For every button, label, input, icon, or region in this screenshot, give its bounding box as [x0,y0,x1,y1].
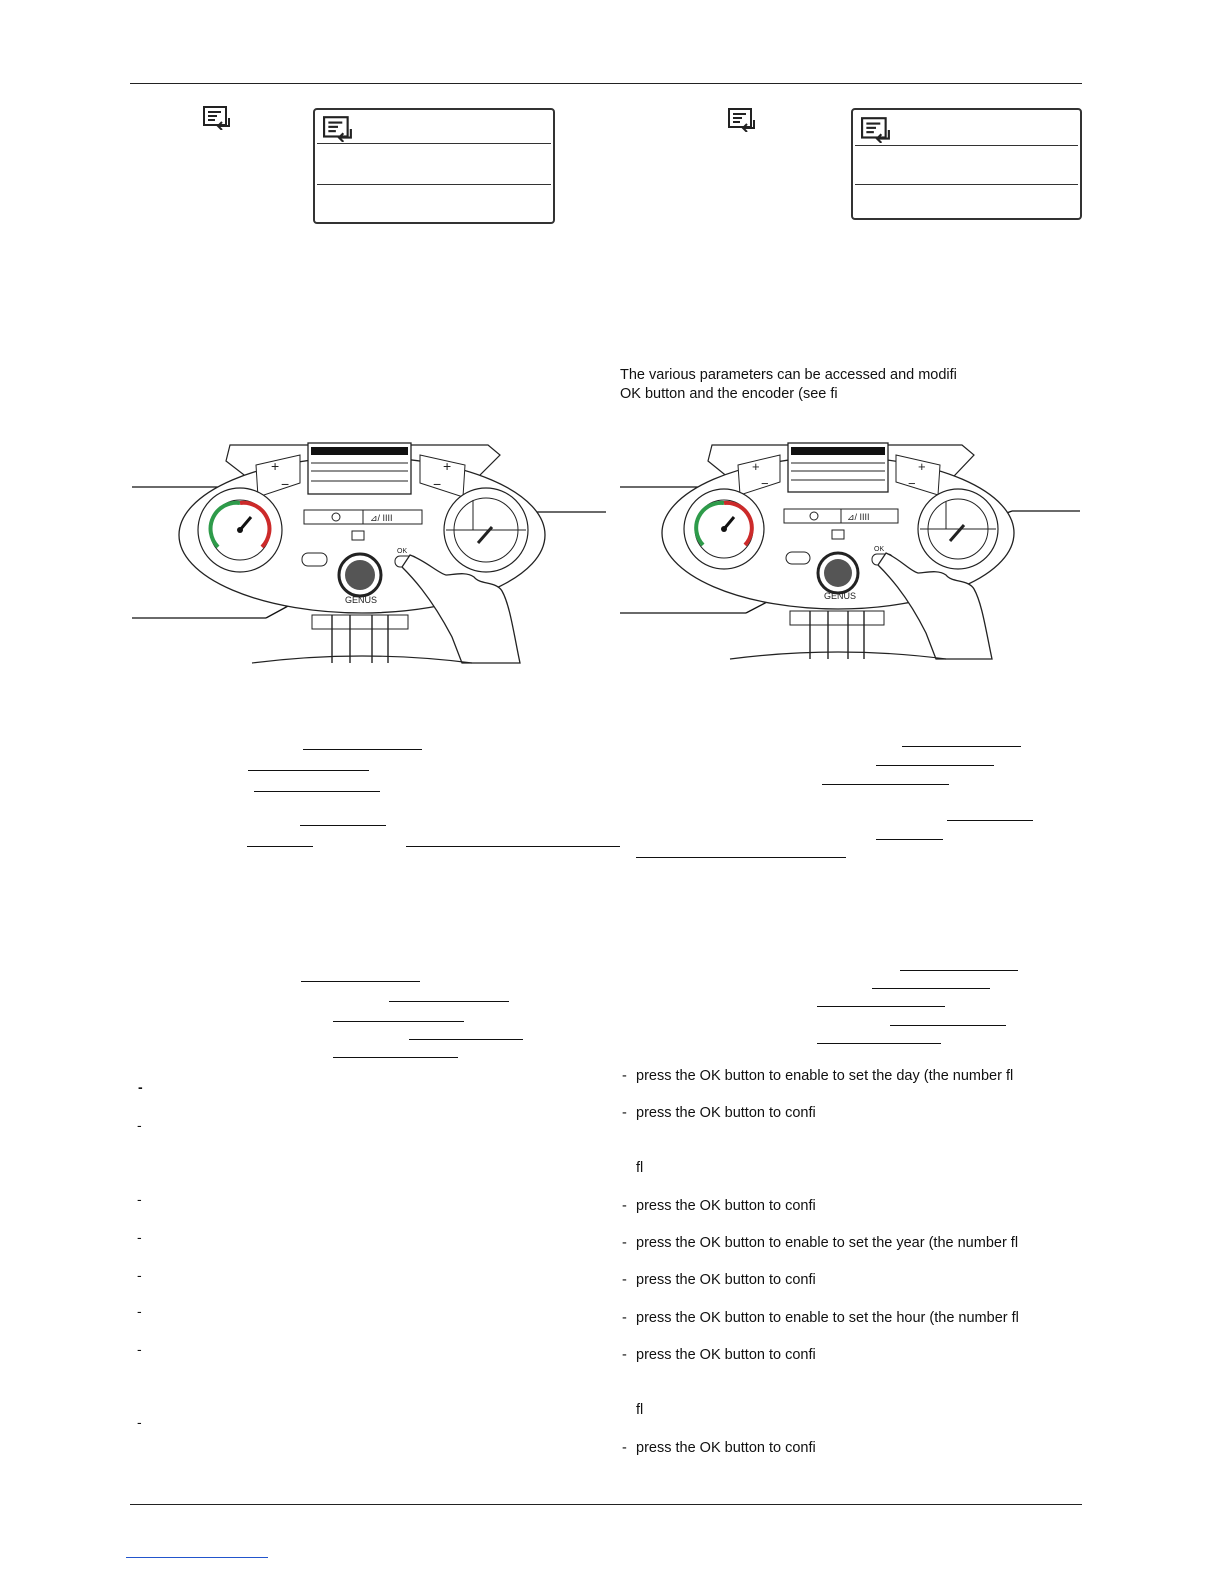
control-panel-figure-left [130,435,610,665]
bottom-rule [130,1504,1082,1505]
list-dash: - [137,1414,142,1430]
step-text: press the OK button to confi [636,1440,816,1456]
underline [876,839,943,840]
list-dash: - [137,1191,142,1207]
svg-text:+: + [918,459,926,474]
svg-text:⊿/ IIII: ⊿/ IIII [847,512,870,522]
intro-line-2: OK button and the encoder (see fi [620,386,838,402]
lcd-row-divider [317,184,551,185]
svg-text:+: + [443,458,452,474]
lcd-screen-left [313,108,555,224]
underline [817,1006,945,1007]
step-text: press the OK button to confi [636,1347,816,1363]
underline [406,846,620,847]
list-dash: - [137,1117,142,1133]
step-text: press the OK button to confi [636,1105,816,1121]
svg-text:OK: OK [874,546,885,553]
underline [333,1057,458,1058]
control-panel-figure-right [618,435,1088,663]
step-dash: - [622,1440,627,1456]
panel-brand-label: GENUS [824,591,857,601]
step-text: press the OK button to confi [636,1272,816,1288]
step-text: press the OK button to enable to set the hour (the number fl [636,1310,1019,1326]
panel-brand-label: GENUS [345,595,378,605]
menu-return-icon [203,106,231,130]
svg-text:−: − [281,476,290,492]
lcd-row-divider [855,184,1078,185]
underline [301,981,420,982]
underline [300,825,386,826]
step-dash: - [622,1272,627,1288]
step-dash: - [622,1347,627,1363]
svg-text:+: + [752,459,760,474]
lcd-row-divider [855,145,1078,146]
menu-return-icon [323,116,353,142]
step-text: press the OK button to enable to set the year (the number fl [636,1235,1019,1251]
underline [333,1021,464,1022]
underline [890,1025,1006,1026]
step-text: press the OK button to confi [636,1198,816,1214]
step-text: press the OK button to enable to set the day (the number fl [636,1068,1014,1084]
top-rule [130,83,1082,84]
underline [822,784,949,785]
step-dash: - [622,1105,627,1121]
footer-link-underline[interactable] [126,1557,268,1558]
lcd-row-divider [317,143,551,144]
underline [389,1001,509,1002]
svg-text:−: − [761,476,769,491]
list-dash: - [137,1303,142,1319]
underline [817,1043,941,1044]
underline [248,770,369,771]
svg-text:−: − [908,476,916,491]
svg-text:⊿/ IIII: ⊿/ IIII [370,513,393,523]
menu-return-icon [861,117,891,143]
svg-text:−: − [433,476,442,492]
underline [902,746,1021,747]
list-dash: - [137,1229,142,1245]
underline [247,846,313,847]
underline [636,857,846,858]
underline [947,820,1033,821]
underline [254,791,380,792]
underline [872,988,990,989]
svg-text:+: + [271,458,280,474]
step-dash: - [622,1198,627,1214]
underline [409,1039,523,1040]
list-dash: - [137,1341,142,1357]
underline [876,765,994,766]
step-text: fl [636,1402,644,1418]
underline [303,749,422,750]
list-dash: - [137,1267,142,1283]
intro-line-1: The various parameters can be accessed and modifi [620,367,957,383]
step-dash: - [622,1235,627,1251]
step-dash: - [622,1310,627,1326]
step-text: fl [636,1160,644,1176]
menu-return-icon [728,108,756,132]
lcd-screen-right [851,108,1082,220]
step-dash: - [622,1068,627,1084]
svg-text:OK: OK [397,548,408,555]
list-dash: - [138,1079,143,1095]
underline [900,970,1018,971]
